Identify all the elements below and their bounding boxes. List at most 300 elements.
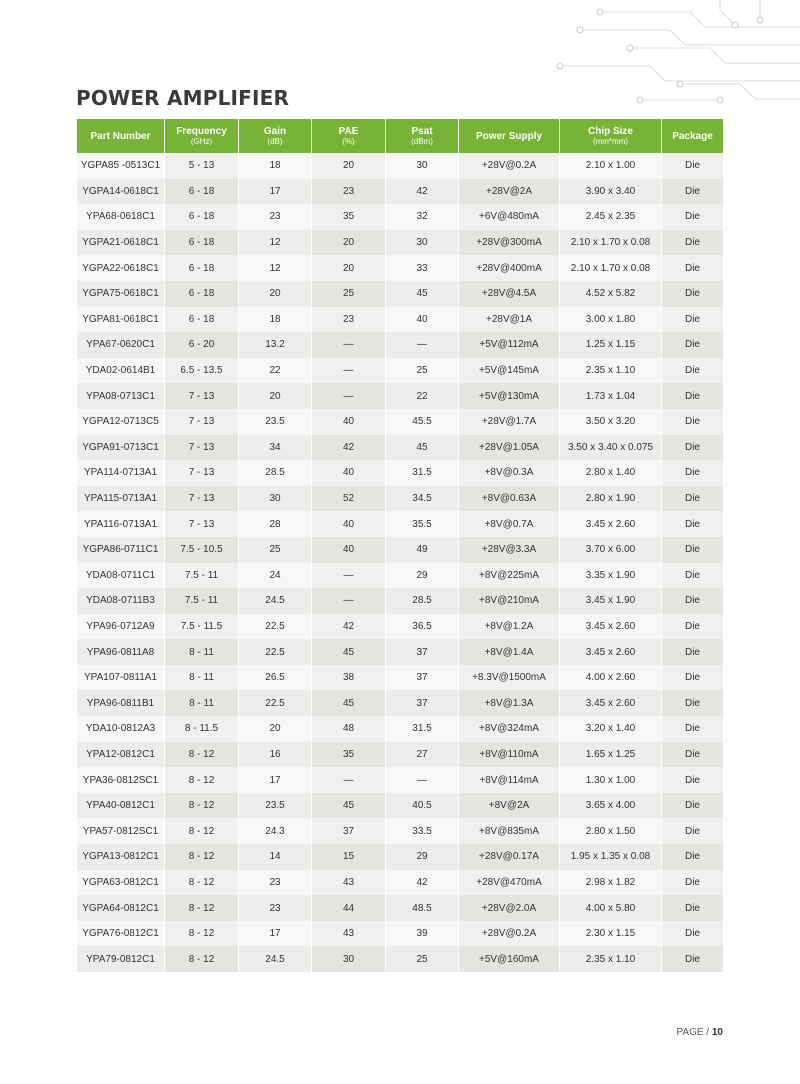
cell-frequency: 6 - 18 (165, 281, 239, 307)
cell-frequency: 8 - 11.5 (165, 716, 239, 742)
cell-package: Die (662, 230, 723, 256)
table-row (77, 793, 723, 819)
table-header-row (77, 119, 723, 153)
cell-pae: — (312, 332, 386, 358)
cell-chip-size: 3.65 x 4.00 (560, 793, 662, 819)
cell-pae: 25 (312, 281, 386, 307)
table-row (77, 153, 723, 179)
cell-package: Die (662, 435, 723, 461)
cell-frequency: 8 - 12 (165, 946, 239, 972)
cell-frequency: 6.5 - 13.5 (165, 358, 239, 384)
cell-chip-size: 3.50 x 3.20 (560, 409, 662, 435)
cell-power-supply: +5V@160mA (459, 946, 560, 972)
cell-frequency: 8 - 12 (165, 793, 239, 819)
table-row (77, 588, 723, 614)
cell-psat: 39 (386, 921, 459, 947)
cell-gain: 12 (239, 230, 312, 256)
cell-part-number: YPA40-0812C1 (77, 793, 165, 819)
col-header-psat (386, 119, 459, 153)
cell-chip-size: 2.35 x 1.10 (560, 946, 662, 972)
cell-package: Die (662, 281, 723, 307)
cell-chip-size: 4.52 x 5.82 (560, 281, 662, 307)
cell-power-supply: +8V@225mA (459, 563, 560, 589)
cell-psat: 42 (386, 870, 459, 896)
table-row (77, 409, 723, 435)
cell-package: Die (662, 665, 723, 691)
cell-chip-size: 3.45 x 2.60 (560, 511, 662, 537)
page-footer (676, 1027, 723, 1038)
cell-part-number: YGPA14-0618C1 (77, 179, 165, 205)
cell-psat: 37 (386, 639, 459, 665)
cell-frequency: 8 - 12 (165, 742, 239, 768)
cell-frequency: 6 - 18 (165, 230, 239, 256)
table-row (77, 665, 723, 691)
cell-gain: 23.5 (239, 793, 312, 819)
col-header-pae (312, 119, 386, 153)
cell-gain: 16 (239, 742, 312, 768)
cell-psat: 34.5 (386, 486, 459, 512)
cell-chip-size: 3.20 x 1.40 (560, 716, 662, 742)
cell-psat: 25 (386, 946, 459, 972)
cell-gain: 24.5 (239, 946, 312, 972)
cell-pae: 40 (312, 460, 386, 486)
cell-pae: 15 (312, 844, 386, 870)
cell-power-supply: +8V@835mA (459, 818, 560, 844)
cell-gain: 22.5 (239, 690, 312, 716)
cell-pae: 38 (312, 665, 386, 691)
cell-package: Die (662, 460, 723, 486)
cell-frequency: 7.5 - 11 (165, 563, 239, 589)
table-row (77, 511, 723, 537)
cell-gain: 23 (239, 204, 312, 230)
cell-chip-size: 3.45 x 1.90 (560, 588, 662, 614)
cell-pae: 37 (312, 818, 386, 844)
cell-power-supply: +28V@1.05A (459, 435, 560, 461)
cell-package: Die (662, 204, 723, 230)
cell-frequency: 7 - 13 (165, 383, 239, 409)
cell-package: Die (662, 690, 723, 716)
cell-power-supply: +28V@2.0A (459, 895, 560, 921)
cell-gain: 17 (239, 179, 312, 205)
cell-chip-size: 1.25 x 1.15 (560, 332, 662, 358)
col-label: Power Supply (475, 130, 543, 142)
cell-pae: — (312, 383, 386, 409)
cell-part-number: YPA96-0811B1 (77, 690, 165, 716)
cell-gain: 20 (239, 383, 312, 409)
table-row (77, 921, 723, 947)
cell-frequency: 8 - 11 (165, 665, 239, 691)
cell-power-supply: +28V@300mA (459, 230, 560, 256)
table-body (77, 153, 723, 972)
col-unit: (dBm) (411, 136, 433, 146)
cell-chip-size: 3.50 x 3.40 x 0.075 (560, 435, 662, 461)
cell-package: Die (662, 946, 723, 972)
cell-frequency: 7 - 13 (165, 486, 239, 512)
cell-frequency: 8 - 12 (165, 844, 239, 870)
cell-frequency: 8 - 12 (165, 767, 239, 793)
cell-pae: 45 (312, 690, 386, 716)
cell-pae: 40 (312, 409, 386, 435)
cell-power-supply: +28V@0.17A (459, 844, 560, 870)
col-label: Frequency (176, 125, 227, 137)
cell-package: Die (662, 511, 723, 537)
cell-power-supply: +28V@0.2A (459, 921, 560, 947)
col-label: PAE (338, 125, 359, 137)
cell-gain: 24 (239, 563, 312, 589)
cell-power-supply: +8V@2A (459, 793, 560, 819)
cell-part-number: YGPA64-0812C1 (77, 895, 165, 921)
cell-chip-size: 3.45 x 2.60 (560, 614, 662, 640)
table-row (77, 460, 723, 486)
cell-pae: 23 (312, 307, 386, 333)
cell-part-number: YGPA22-0618C1 (77, 255, 165, 281)
cell-frequency: 8 - 11 (165, 639, 239, 665)
cell-package: Die (662, 767, 723, 793)
cell-part-number: YGPA12-0713C5 (77, 409, 165, 435)
cell-frequency: 7 - 13 (165, 511, 239, 537)
cell-gain: 25 (239, 537, 312, 563)
cell-frequency: 7 - 13 (165, 409, 239, 435)
cell-chip-size: 2.30 x 1.15 (560, 921, 662, 947)
cell-psat: 33 (386, 255, 459, 281)
cell-gain: 28 (239, 511, 312, 537)
cell-pae: 40 (312, 511, 386, 537)
cell-frequency: 7.5 - 11.5 (165, 614, 239, 640)
cell-package: Die (662, 563, 723, 589)
col-header-gain (239, 119, 312, 153)
cell-power-supply: +5V@112mA (459, 332, 560, 358)
cell-package: Die (662, 588, 723, 614)
col-header-part-number (77, 119, 165, 153)
cell-frequency: 6 - 20 (165, 332, 239, 358)
cell-pae: 23 (312, 179, 386, 205)
cell-package: Die (662, 870, 723, 896)
cell-chip-size: 3.45 x 2.60 (560, 690, 662, 716)
cell-part-number: YDA08-0711C1 (77, 563, 165, 589)
cell-gain: 12 (239, 255, 312, 281)
cell-psat: 37 (386, 665, 459, 691)
cell-package: Die (662, 895, 723, 921)
cell-power-supply: +8V@114mA (459, 767, 560, 793)
col-unit: (dB) (267, 136, 283, 146)
cell-frequency: 7.5 - 11 (165, 588, 239, 614)
cell-frequency: 7 - 13 (165, 460, 239, 486)
table-row (77, 716, 723, 742)
cell-chip-size: 3.70 x 6.00 (560, 537, 662, 563)
cell-gain: 14 (239, 844, 312, 870)
cell-chip-size: 2.80 x 1.50 (560, 818, 662, 844)
cell-frequency: 8 - 12 (165, 870, 239, 896)
cell-part-number: YPA96-0811A8 (77, 639, 165, 665)
cell-gain: 24.3 (239, 818, 312, 844)
cell-part-number: YGPA91-0713C1 (77, 435, 165, 461)
cell-power-supply: +28V@1A (459, 307, 560, 333)
cell-chip-size: 1.95 x 1.35 x 0.08 (560, 844, 662, 870)
table-row (77, 742, 723, 768)
cell-part-number: YPA36-0812SC1 (77, 767, 165, 793)
cell-frequency: 8 - 12 (165, 895, 239, 921)
cell-part-number: YPA12-0812C1 (77, 742, 165, 768)
cell-gain: 22.5 (239, 614, 312, 640)
cell-package: Die (662, 179, 723, 205)
cell-package: Die (662, 383, 723, 409)
cell-package: Die (662, 921, 723, 947)
cell-psat: 42 (386, 179, 459, 205)
cell-part-number: YPA115-0713A1 (77, 486, 165, 512)
cell-psat: 49 (386, 537, 459, 563)
col-label: Psat (411, 125, 433, 137)
col-label: Package (672, 130, 713, 142)
cell-chip-size: 2.80 x 1.90 (560, 486, 662, 512)
cell-chip-size: 2.80 x 1.40 (560, 460, 662, 486)
cell-chip-size: 2.10 x 1.70 x 0.08 (560, 230, 662, 256)
col-label: Chip Size (587, 125, 633, 137)
col-header-frequency (165, 119, 239, 153)
cell-chip-size: 2.10 x 1.00 (560, 153, 662, 179)
cell-part-number: YDA10-0812A3 (77, 716, 165, 742)
cell-part-number: YPA79-0812C1 (77, 946, 165, 972)
table-row (77, 767, 723, 793)
cell-gain: 28.5 (239, 460, 312, 486)
col-header-chip-size (560, 119, 662, 153)
cell-part-number: YPA107-0811A1 (77, 665, 165, 691)
cell-power-supply: +8V@1.3A (459, 690, 560, 716)
cell-power-supply: +8V@0.3A (459, 460, 560, 486)
cell-chip-size: 2.98 x 1.82 (560, 870, 662, 896)
col-label: Part Number (90, 130, 151, 142)
cell-chip-size: 2.10 x 1.70 x 0.08 (560, 255, 662, 281)
cell-power-supply: +28V@470mA (459, 870, 560, 896)
cell-pae: 35 (312, 204, 386, 230)
table-row (77, 307, 723, 333)
cell-package: Die (662, 537, 723, 563)
table-row (77, 844, 723, 870)
cell-part-number: YGPA86-0711C1 (77, 537, 165, 563)
cell-gain: 17 (239, 921, 312, 947)
table-row (77, 614, 723, 640)
cell-gain: 18 (239, 153, 312, 179)
cell-frequency: 7.5 - 10.5 (165, 537, 239, 563)
cell-gain: 30 (239, 486, 312, 512)
col-header-power-supply (459, 119, 560, 153)
cell-part-number: YGPA75-0618C1 (77, 281, 165, 307)
cell-chip-size: 1.30 x 1.00 (560, 767, 662, 793)
cell-chip-size: 4.00 x 5.80 (560, 895, 662, 921)
cell-gain: 22 (239, 358, 312, 384)
page-number: 10 (711, 1027, 723, 1038)
cell-psat: 31.5 (386, 716, 459, 742)
cell-package: Die (662, 742, 723, 768)
cell-power-supply: +28V@0.2A (459, 153, 560, 179)
cell-psat: — (386, 332, 459, 358)
circuit-decoration (540, 0, 800, 110)
table-row (77, 204, 723, 230)
cell-part-number: YGPA13-0812C1 (77, 844, 165, 870)
table-row (77, 255, 723, 281)
cell-package: Die (662, 153, 723, 179)
cell-gain: 23 (239, 895, 312, 921)
table-row (77, 281, 723, 307)
cell-psat: 35.5 (386, 511, 459, 537)
table-row (77, 895, 723, 921)
cell-pae: — (312, 767, 386, 793)
cell-frequency: 8 - 12 (165, 921, 239, 947)
table-row (77, 358, 723, 384)
cell-psat: 40 (386, 307, 459, 333)
cell-gain: 22.5 (239, 639, 312, 665)
cell-chip-size: 2.35 x 1.10 (560, 358, 662, 384)
table-row (77, 946, 723, 972)
page-label: PAGE / (676, 1027, 710, 1038)
cell-power-supply: +28V@400mA (459, 255, 560, 281)
table-row (77, 486, 723, 512)
cell-part-number: YGPA81-0618C1 (77, 307, 165, 333)
cell-gain: 20 (239, 716, 312, 742)
cell-pae: 35 (312, 742, 386, 768)
cell-chip-size: 1.65 x 1.25 (560, 742, 662, 768)
cell-pae: 20 (312, 153, 386, 179)
cell-pae: 44 (312, 895, 386, 921)
cell-part-number: YGPA21-0618C1 (77, 230, 165, 256)
cell-package: Die (662, 614, 723, 640)
cell-gain: 18 (239, 307, 312, 333)
cell-psat: 40.5 (386, 793, 459, 819)
cell-chip-size: 3.35 x 1.90 (560, 563, 662, 589)
cell-psat: 45 (386, 281, 459, 307)
col-label: Gain (263, 125, 287, 137)
cell-pae: — (312, 563, 386, 589)
cell-part-number: YPA67-0620C1 (77, 332, 165, 358)
cell-frequency: 6 - 18 (165, 307, 239, 333)
table-row (77, 690, 723, 716)
cell-frequency: 7 - 13 (165, 435, 239, 461)
cell-pae: — (312, 358, 386, 384)
table-row (77, 870, 723, 896)
cell-psat: 30 (386, 230, 459, 256)
cell-package: Die (662, 409, 723, 435)
table-row (77, 383, 723, 409)
cell-chip-size: 3.45 x 2.60 (560, 639, 662, 665)
cell-psat: 36.5 (386, 614, 459, 640)
cell-frequency: 8 - 11 (165, 690, 239, 716)
table-row (77, 563, 723, 589)
cell-power-supply: +5V@145mA (459, 358, 560, 384)
cell-frequency: 6 - 18 (165, 179, 239, 205)
cell-chip-size: 3.00 x 1.80 (560, 307, 662, 333)
cell-psat: 30 (386, 153, 459, 179)
cell-part-number: YPA114-0713A1 (77, 460, 165, 486)
cell-package: Die (662, 639, 723, 665)
cell-pae: 43 (312, 870, 386, 896)
cell-part-number: YGPA76-0812C1 (77, 921, 165, 947)
cell-part-number: YGPA63-0812C1 (77, 870, 165, 896)
cell-psat: 45 (386, 435, 459, 461)
cell-pae: 45 (312, 639, 386, 665)
table-row (77, 179, 723, 205)
cell-psat: 27 (386, 742, 459, 768)
cell-power-supply: +8V@1.4A (459, 639, 560, 665)
cell-gain: 34 (239, 435, 312, 461)
cell-pae: 48 (312, 716, 386, 742)
cell-power-supply: +8V@0.7A (459, 511, 560, 537)
cell-part-number: YGPA85 -0513C1 (77, 153, 165, 179)
cell-gain: 23.5 (239, 409, 312, 435)
cell-pae: 42 (312, 614, 386, 640)
cell-pae: 42 (312, 435, 386, 461)
cell-psat: 45.5 (386, 409, 459, 435)
col-header-package (662, 119, 723, 153)
cell-pae: — (312, 588, 386, 614)
cell-package: Die (662, 844, 723, 870)
cell-power-supply: +8V@0.63A (459, 486, 560, 512)
cell-part-number: YPA57-0812SC1 (77, 818, 165, 844)
cell-chip-size: 4.00 x 2.60 (560, 665, 662, 691)
cell-part-number: YPA116-0713A1 (77, 511, 165, 537)
cell-psat: 31.5 (386, 460, 459, 486)
col-unit: (%) (342, 136, 355, 146)
cell-package: Die (662, 255, 723, 281)
cell-package: Die (662, 716, 723, 742)
cell-psat: 37 (386, 690, 459, 716)
cell-power-supply: +28V@2A (459, 179, 560, 205)
cell-psat: 29 (386, 563, 459, 589)
cell-power-supply: +8V@1.2A (459, 614, 560, 640)
cell-psat: 28.5 (386, 588, 459, 614)
cell-package: Die (662, 358, 723, 384)
cell-power-supply: +28V@1.7A (459, 409, 560, 435)
cell-psat: 22 (386, 383, 459, 409)
cell-frequency: 8 - 12 (165, 818, 239, 844)
cell-psat: — (386, 767, 459, 793)
table-row (77, 818, 723, 844)
cell-pae: 40 (312, 537, 386, 563)
cell-pae: 30 (312, 946, 386, 972)
cell-power-supply: +8.3V@1500mA (459, 665, 560, 691)
cell-pae: 43 (312, 921, 386, 947)
col-unit: (mm*mm) (592, 136, 629, 146)
cell-psat: 29 (386, 844, 459, 870)
cell-gain: 26.5 (239, 665, 312, 691)
cell-frequency: 6 - 18 (165, 255, 239, 281)
cell-power-supply: +6V@480mA (459, 204, 560, 230)
cell-chip-size: 2.45 x 2.35 (560, 204, 662, 230)
cell-gain: 13.2 (239, 332, 312, 358)
table-row (77, 639, 723, 665)
cell-part-number: YPA96-0712A9 (77, 614, 165, 640)
cell-part-number: YDA02-0614B1 (77, 358, 165, 384)
table-row (77, 230, 723, 256)
cell-pae: 45 (312, 793, 386, 819)
cell-chip-size: 1.73 x 1.04 (560, 383, 662, 409)
cell-part-number: YPA68-0618C1 (77, 204, 165, 230)
table-row (77, 537, 723, 563)
cell-gain: 24.5 (239, 588, 312, 614)
cell-package: Die (662, 486, 723, 512)
cell-power-supply: +5V@130mA (459, 383, 560, 409)
table-row (77, 435, 723, 461)
cell-part-number: YPA08-0713C1 (77, 383, 165, 409)
cell-package: Die (662, 332, 723, 358)
cell-gain: 23 (239, 870, 312, 896)
cell-package: Die (662, 307, 723, 333)
cell-part-number: YDA08-0711B3 (77, 588, 165, 614)
cell-power-supply: +8V@324mA (459, 716, 560, 742)
cell-power-supply: +28V@3.3A (459, 537, 560, 563)
cell-psat: 33.5 (386, 818, 459, 844)
cell-power-supply: +28V@4.5A (459, 281, 560, 307)
cell-package: Die (662, 818, 723, 844)
cell-psat: 32 (386, 204, 459, 230)
